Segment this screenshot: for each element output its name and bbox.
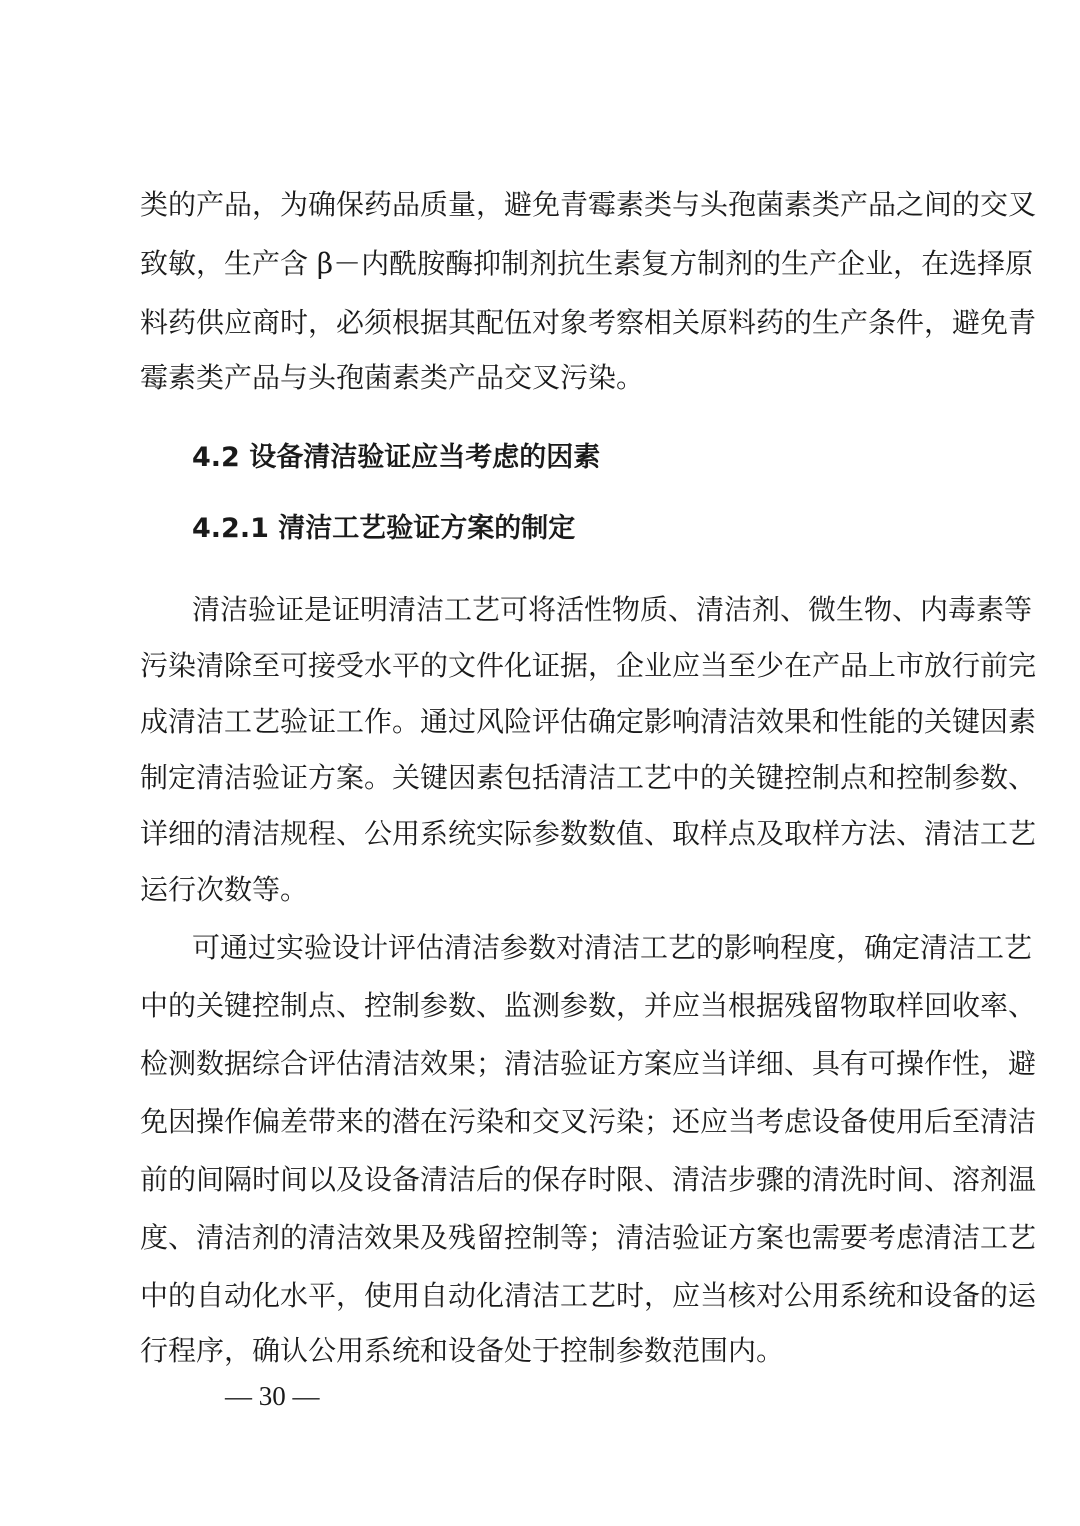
paragraph-1-line-1: 清洁验证是证明清洁工艺可将活性物质、清洁剂、微生物、内毒素等 <box>192 593 1033 626</box>
paragraph-continued-line-2: 致敏，生产含 β－内酰胺酶抑制剂抗生素复方制剂的生产企业，在选择原 <box>140 247 1034 280</box>
paragraph-2-line-4: 免因操作偏差带来的潜在污染和交叉污染；还应当考虑设备使用后至清洁 <box>140 1105 1037 1138</box>
paragraph-2-line-6: 度、清洁剂的清洁效果及残留控制等；清洁验证方案也需要考虑清洁工艺 <box>140 1221 1037 1254</box>
paragraph-continued-line-4: 霉素类产品与头孢菌素类产品交叉污染。 <box>140 361 645 394</box>
section-heading-4-2-1: 4.2.1 清洁工艺验证方案的制定 <box>192 513 576 544</box>
page-number: — 30 — <box>225 1381 320 1411</box>
paragraph-2-line-5: 前的间隔时间以及设备清洁后的保存时限、清洁步骤的清洗时间、溶剂温 <box>140 1163 1037 1196</box>
paragraph-2-line-7: 中的自动化水平，使用自动化清洁工艺时，应当核对公用系统和设备的运 <box>140 1279 1037 1312</box>
paragraph-1-line-5: 详细的清洁规程、公用系统实际参数数值、取样点及取样方法、清洁工艺 <box>140 817 1037 850</box>
paragraph-1-line-4: 制定清洁验证方案。关键因素包括清洁工艺中的关键控制点和控制参数、 <box>140 761 1037 794</box>
paragraph-2-line-8: 行程序，确认公用系统和设备处于控制参数范围内。 <box>140 1334 785 1367</box>
paragraph-continued-line-1: 类的产品，为确保药品质量，避免青霉素类与头孢菌素类产品之间的交叉 <box>140 188 1037 221</box>
paragraph-1-line-2: 污染清除至可接受水平的文件化证据，企业应当至少在产品上市放行前完 <box>140 649 1037 682</box>
paragraph-continued-line-3: 料药供应商时，必须根据其配伍对象考察相关原料药的生产条件，避免青 <box>140 306 1037 339</box>
paragraph-2-line-3: 检测数据综合评估清洁效果；清洁验证方案应当详细、具有可操作性，避 <box>140 1047 1037 1080</box>
section-heading-4-2: 4.2 设备清洁验证应当考虑的因素 <box>192 442 601 473</box>
paragraph-2-line-2: 中的关键控制点、控制参数、监测参数，并应当根据残留物取样回收率、 <box>140 989 1037 1022</box>
paragraph-1-line-3: 成清洁工艺验证工作。通过风险评估确定影响清洁效果和性能的关键因素 <box>140 705 1037 738</box>
paragraph-1-line-6: 运行次数等。 <box>140 873 309 906</box>
paragraph-2-line-1: 可通过实验设计评估清洁参数对清洁工艺的影响程度，确定清洁工艺 <box>192 931 1033 964</box>
